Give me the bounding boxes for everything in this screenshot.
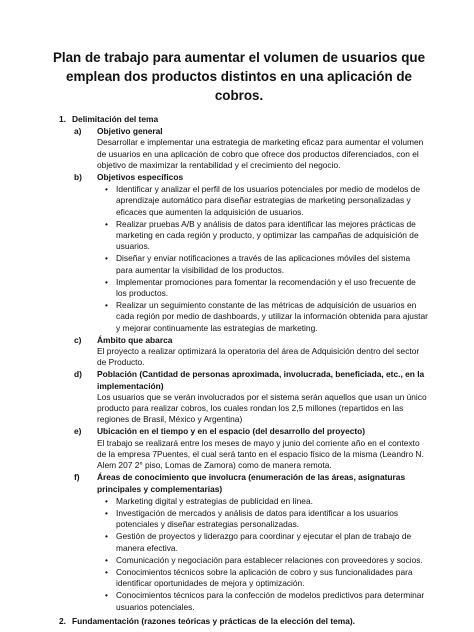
- list-item: • Realizar un seguimiento constante de las métricas de adquisición de usuarios en cada región por medio de dashboards, y utilizar la información obtenida para ajustar y mejorar continuamente las estrategias de marketing.: [116, 300, 428, 334]
- bullet-list: [97, 184, 428, 334]
- subsection-heading: Ámbito que abarca: [97, 334, 173, 345]
- subsection-heading: Ubicación en el tiempo y en el espacio (del desarrollo del proyecto): [97, 426, 366, 437]
- list-item: • Gestión de proyectos y liderazgo para coordinar y ejecutar el plan de trabajo de manera efectiva.: [116, 531, 428, 553]
- subsection-letter: c): [74, 334, 82, 345]
- list-item: • Conocimientos técnicos para la confección de modelos predictivos para determinar usuarios potenciales.: [116, 590, 428, 612]
- section-1: [50, 114, 428, 613]
- document-body: [50, 114, 428, 627]
- document-title: Plan de trabajo para aumentar el volumen de usuarios que emplean dos productos distintos en una aplicación de cobros.: [52, 50, 426, 103]
- subsection-e: [72, 426, 428, 471]
- subsection-letter: e): [74, 426, 82, 437]
- subsection-f: [72, 472, 428, 612]
- subsection-heading: Objetivo general: [97, 126, 163, 137]
- subsection-letter: d): [74, 369, 82, 380]
- subsection-letter: b): [74, 172, 82, 183]
- subsection-heading: Población (Cantidad de personas aproximada, involucrada, beneficiada, etc., en la implementación): [97, 369, 425, 391]
- section-heading: Delimitación del tema: [72, 114, 159, 124]
- subsection-heading: Áreas de conocimiento que involucra (enumeración de las áreas, asignaturas principales y complementarias): [97, 472, 406, 494]
- subsection-letter: a): [74, 126, 82, 137]
- subsection-text: El trabajo se realizará entre los meses de mayo y junio del corriente año en el contexto de la empresa 7Puentes, el cual será tanto en el espacio físico de la misma (Leandro N. Alem 207 2° piso, Lomas de Zamora) como de manera remota.: [97, 437, 424, 471]
- subsection-d: [72, 369, 428, 425]
- list-item: • Conocimientos técnicos sobre la aplicación de cobro y sus funcionalidades para identificar oportunidades de mejora y optimización.: [116, 567, 428, 589]
- list-item: • Implementar promociones para fomentar la recomendación y el uso frecuente de los productos.: [116, 277, 428, 299]
- list-item: • Comunicación y negociación para establecer relaciones con proveedores y socios.: [116, 555, 428, 566]
- list-item: • Investigación de mercados y análisis de datos para identificar a los usuarios potenciales y diseñar estrategias personalizadas.: [116, 508, 428, 530]
- subsection-text: El proyecto a realizar optimizará la operatoria del área de Adquisición dentro del sector de Producto.: [97, 346, 420, 368]
- bullet-list: [97, 496, 428, 613]
- list-item: • Diseñar y enviar notificaciones a través de las aplicaciones móviles del sistema para aumentar la visibilidad de los productos.: [116, 253, 428, 275]
- subsection-text: Los usuarios que se verán involucrados por el sistema serán aquellos que usan un único producto para realizar cobros, los cuales rondan los 2,5 millones (repartidos en las regiones de Brasil, México y Argentina): [97, 391, 427, 425]
- section-heading: Fundamentación (razones teóricas y prácticas de la elección del tema).: [72, 615, 355, 626]
- list-item: • Identificar y analizar el perfil de los usuarios potenciales por medio de modelos de aprendizaje automático para diseñar estrategias de marketing personalizadas y eficaces que aumenten la adquisición de usuarios.: [116, 184, 428, 218]
- subsection-heading: Objetivos específicos: [97, 172, 184, 183]
- section-2: [50, 616, 428, 627]
- subsection-text: Desarrollar e implementar una estrategia de marketing eficaz para aumentar el volumen de usuarios en una aplicación de cobro que ofrece dos productos diferenciados, con el objetivo de maximizar la rentabilidad y el crecimiento del negocio.: [97, 137, 424, 170]
- subsection-c: [72, 335, 428, 369]
- list-item: • Marketing digital y estrategias de publicidad en línea.: [116, 496, 428, 507]
- subsection-a: [72, 126, 428, 171]
- section-number: 2.: [59, 615, 66, 626]
- subsection-letter: f): [74, 472, 80, 483]
- section-number: 1.: [59, 114, 66, 124]
- list-item: • Realizar pruebas A/B y análisis de datos para identificar las mejores prácticas de marketing en cada región y producto, y optimizar las campañas de adquisición de usuarios.: [116, 219, 428, 253]
- subsection-b: [72, 172, 428, 334]
